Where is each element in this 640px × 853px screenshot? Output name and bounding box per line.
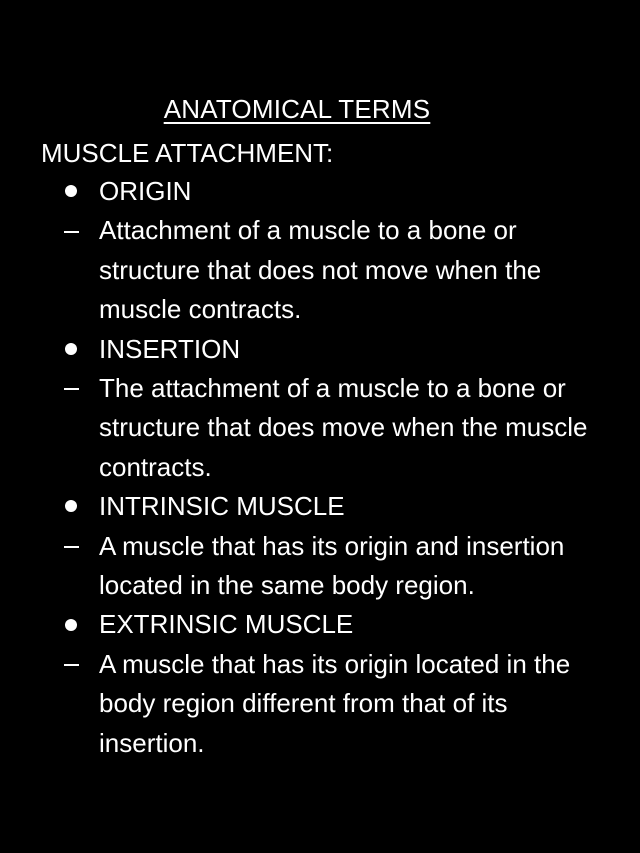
dash-icon bbox=[60, 645, 82, 684]
dash-icon bbox=[60, 527, 82, 566]
bullet-icon bbox=[60, 605, 82, 644]
term-label: EXTRINSIC MUSCLE bbox=[99, 609, 354, 640]
list-item-term bbox=[0, 487, 640, 526]
term-label: ORIGIN bbox=[99, 176, 192, 206]
list-item-definition bbox=[0, 211, 640, 329]
definition-text: A muscle that has its origin located in the body region different from that of its insertion. bbox=[99, 648, 571, 758]
section-heading: MUSCLE ATTACHMENT: bbox=[41, 138, 334, 168]
definition-text: A muscle that has its origin and insertion located in the same body region. bbox=[99, 530, 565, 601]
page-title: ANATOMICAL TERMS bbox=[163, 94, 431, 124]
list-item-definition bbox=[0, 645, 640, 763]
dash-icon bbox=[60, 211, 82, 250]
list-item-term bbox=[0, 330, 640, 369]
list-item-term bbox=[0, 172, 640, 211]
dash-icon bbox=[60, 369, 82, 408]
list-item-term bbox=[0, 605, 640, 644]
list-item-definition bbox=[0, 369, 640, 487]
list-item-definition bbox=[0, 527, 640, 606]
term-label: INTRINSIC MUSCLE bbox=[99, 491, 345, 522]
bullet-icon bbox=[60, 172, 82, 211]
bullet-icon bbox=[60, 487, 82, 526]
term-label: INSERTION bbox=[99, 333, 241, 364]
definition-text: Attachment of a muscle to a bone or structure that does not move when the muscle contracts. bbox=[99, 215, 542, 325]
definition-text: The attachment of a muscle to a bone or structure that does move when the muscle contracts. bbox=[99, 373, 588, 482]
bullet-icon bbox=[60, 330, 82, 369]
terms-list bbox=[0, 172, 640, 763]
